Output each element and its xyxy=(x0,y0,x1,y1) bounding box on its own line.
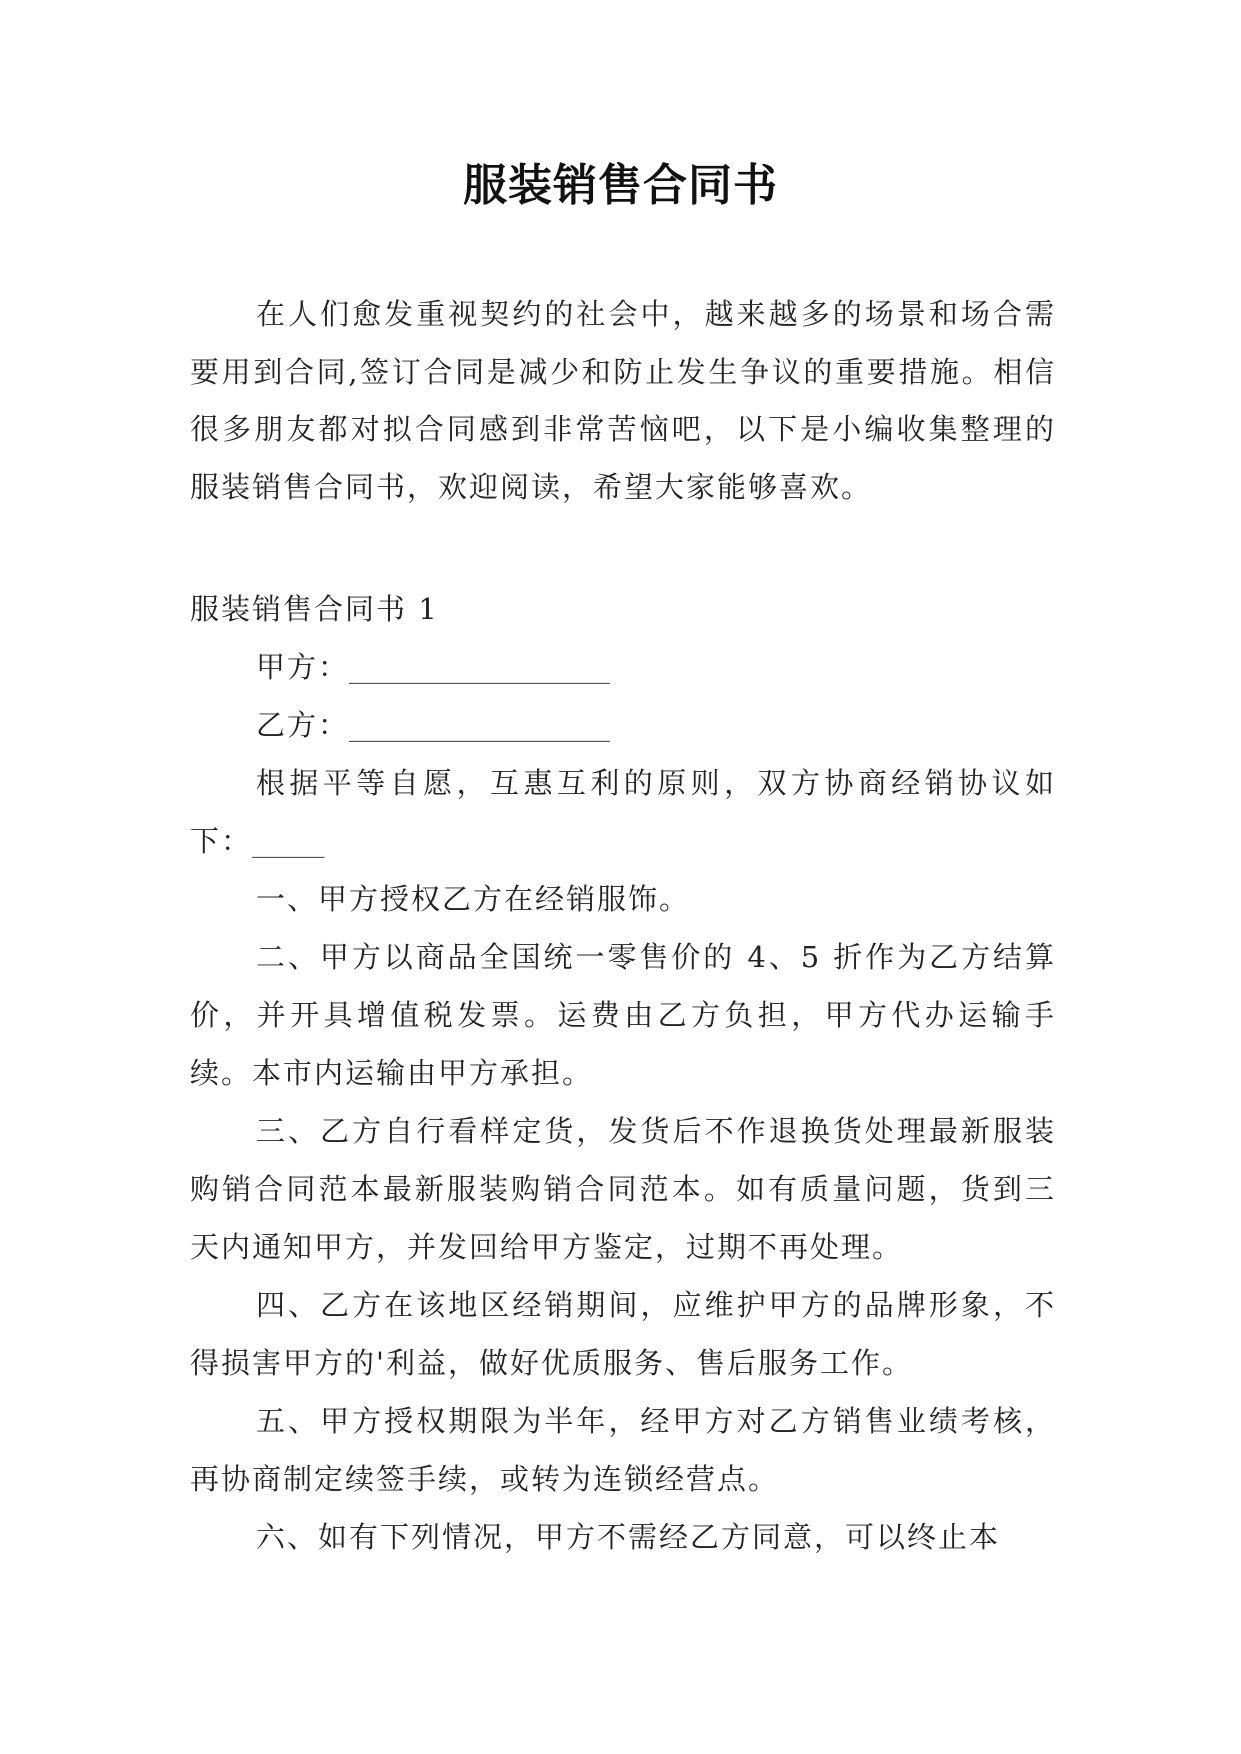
party-b-blank: __________________ xyxy=(349,708,611,742)
party-a-line xyxy=(190,638,1056,696)
clause-5: 五、甲方授权期限为半年，经甲方对乙方销售业绩考核，再协商制定续签手续，或转为连锁经营点。 xyxy=(190,1404,1056,1496)
section-heading: 服装销售合同书 1 xyxy=(190,592,439,626)
clause-3: 三、乙方自行看样定货，发货后不作退换货处理最新服装购销合同范本最新服装购销合同范本。如有质量问题，货到三天内通知甲方，并发回给甲方鉴定，过期不再处理。 xyxy=(190,1114,1056,1264)
preamble-text: 根据平等自愿，互惠互利的原则，双方协商经销协议如下： xyxy=(190,766,1056,858)
intro-paragraph: 在人们愈发重视契约的社会中，越来越多的场景和场合需要用到合同,签订合同是减少和防止发生争议的重要措施。相信很多朋友都对拟合同感到非常苦恼吧，以下是小编收集整理的服装销售合同书，欢迎阅读，希望大家能够喜欢。 xyxy=(190,297,1056,504)
contract-section xyxy=(190,580,1056,1566)
document-title: 服装销售合同书 xyxy=(463,160,778,211)
clause-6: 六、如有下列情况，甲方不需经乙方同意，可以终止本 xyxy=(256,1520,1001,1554)
clause-4: 四、乙方在该地区经销期间，应维护甲方的品牌形象，不得损害甲方的'利益，做好优质服务、售后服务工作。 xyxy=(190,1288,1056,1380)
intro-block xyxy=(190,286,1056,516)
party-b-label: 乙方： xyxy=(256,708,350,742)
preamble-paragraph xyxy=(190,754,1056,870)
preamble-blank: _____ xyxy=(252,824,325,858)
party-a-blank: __________________ xyxy=(349,650,611,684)
party-a-label: 甲方： xyxy=(256,650,350,684)
party-b-line xyxy=(190,696,1056,754)
clause-1: 一、甲方授权乙方在经销服饰。 xyxy=(256,882,691,916)
clause-2: 二、甲方以商品全国统一零售价的 4、5 折作为乙方结算价，并开具增值税发票。运费由乙方负担，甲方代办运输手续。本市内运输由甲方承担。 xyxy=(190,940,1056,1090)
